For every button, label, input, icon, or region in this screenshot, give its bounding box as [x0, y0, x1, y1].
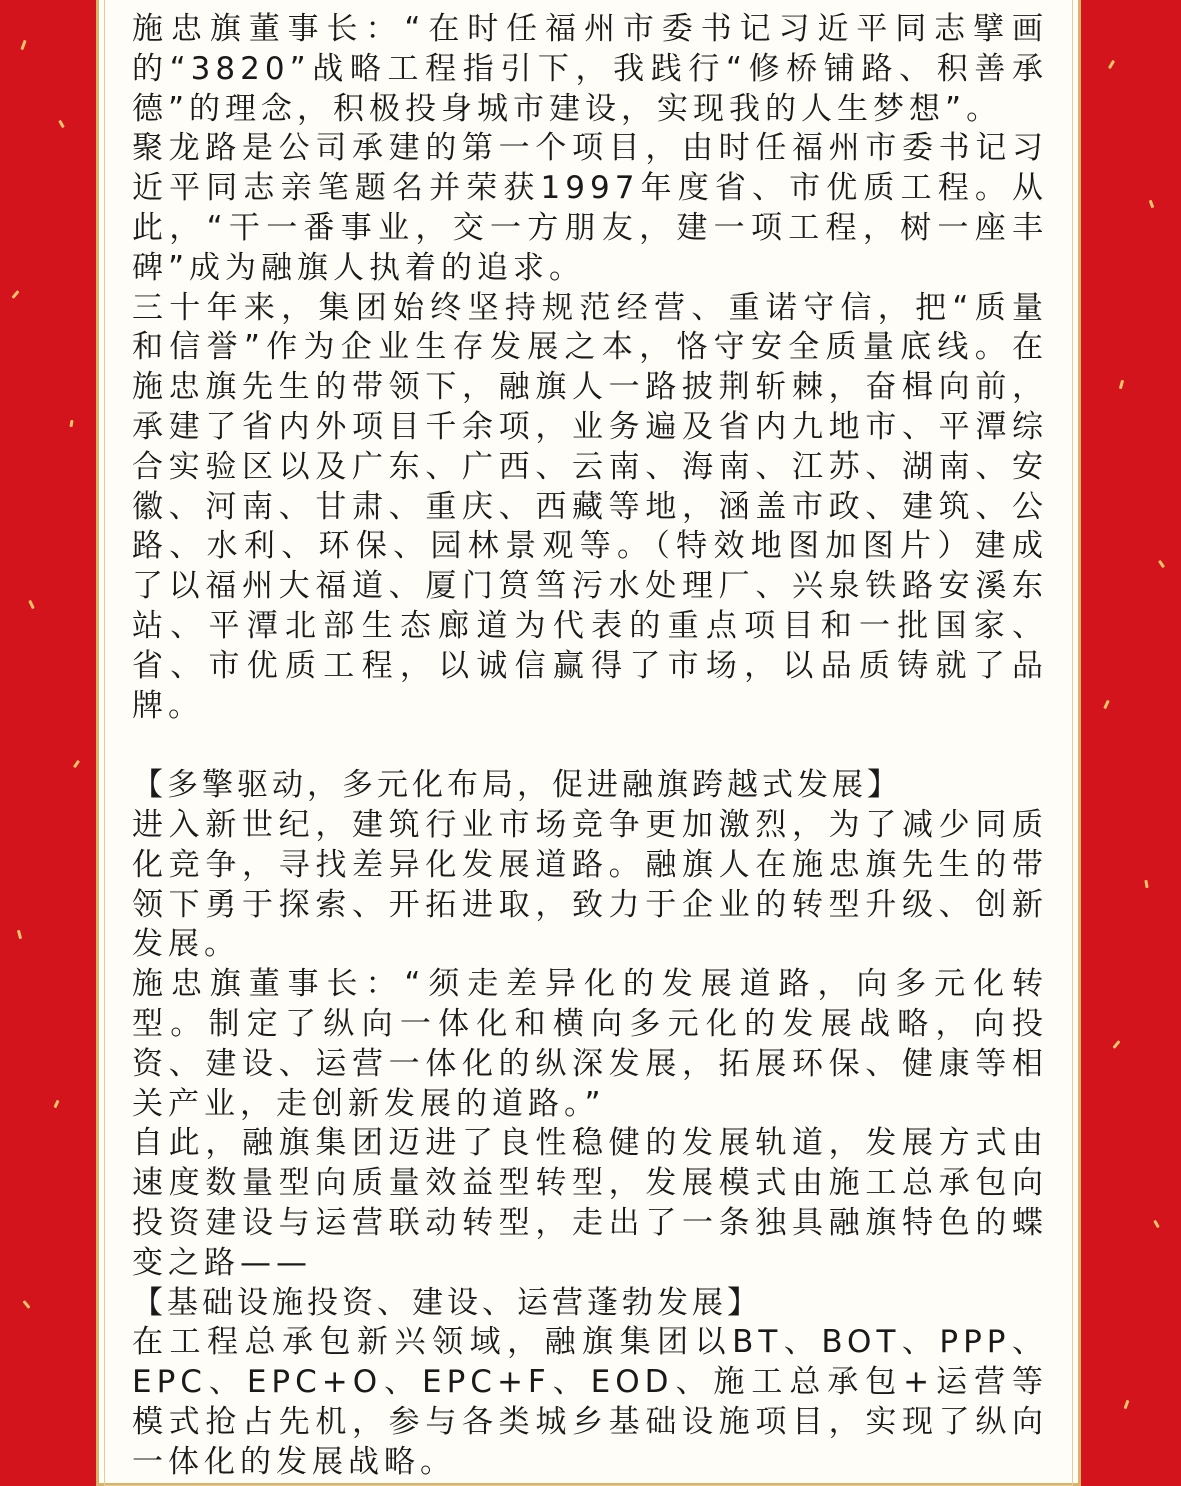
paragraph: 聚龙路是公司承建的第一个项目，由时任福州市委书记习近平同志亲笔题名并荣获1997年度省、市优质工程。从此，“干一番事业，交一方朋友，建一项工程，树一座丰碑”成为融旗人执着的追求。 — [132, 130, 1048, 286]
section-heading: 【多擎驱动，多元化布局，促进融旗跨越式发展】 — [132, 767, 902, 804]
paragraph: 进入新世纪，建筑行业市场竞争更加激烈，为了减少同质化竞争，寻找差异化发展道路。融旗人在施忠旗先生的带领下勇于探索、开拓进取，致力于企业的转型升级、创新发展。 — [132, 806, 1048, 963]
paragraph: 施忠旗董事长：“在时任福州市委书记习近平同志擘画的“3820”战略工程指引下，我践行“修桥铺路、积善承德”的理念，积极投身城市建设，实现我的人生梦想”。 — [132, 11, 1048, 127]
paragraph-gap — [132, 726, 1048, 766]
section-heading: 【基础设施投资、建设、运营蓬勃发展】 — [132, 1284, 762, 1321]
paragraph: 自此，融旗集团迈进了良性稳健的发展轨道，发展方式由速度数量型向质量效益型转型，发展模式由施工总承包向投资建设与运营联动转型，走出了一条独具融旗特色的蝶变之路—— — [132, 1125, 1048, 1281]
article-body — [132, 10, 1048, 1482]
paragraph: 在工程总承包新兴领域，融旗集团以BT、BOT、PPP、EPC、EPC+O、EPC+F、EOD、施工总承包+运营等模式抢占先机，参与各类城乡基础设施项目，实现了纵向一体化的发展战略。 — [132, 1324, 1048, 1480]
paragraph: 三十年来，集团始终坚持规范经营、重诺守信，把“质量和信誉”作为企业生存发展之本，恪守安全质量底线。在施忠旗先生的带领下，融旗人一路披荆斩棘，奋楫向前，承建了省内外项目千余项，业务遍及省内九地市、平潭综合实验区以及广东、广西、云南、海南、江苏、湖南、安徽、河南、甘肃、重庆、西藏等地，涵盖市政、建筑、公路、水利、环保、园林景观等。（特效地图加图片）建成了以福州大福道、厦门筼筜污水处理厂、兴泉铁路安溪东站、平潭北部生态廊道为代表的重点项目和一批国家、省、市优质工程，以诚信赢得了市场，以品质铸就了品牌。 — [132, 289, 1048, 724]
paragraph: 施忠旗董事长：“须走差异化的发展道路，向多元化转型。制定了纵向一体化和横向多元化的发展战略，向投资、建设、运营一体化的纵深发展，拓展环保、健康等相关产业，走创新发展的道路。” — [132, 966, 1048, 1122]
